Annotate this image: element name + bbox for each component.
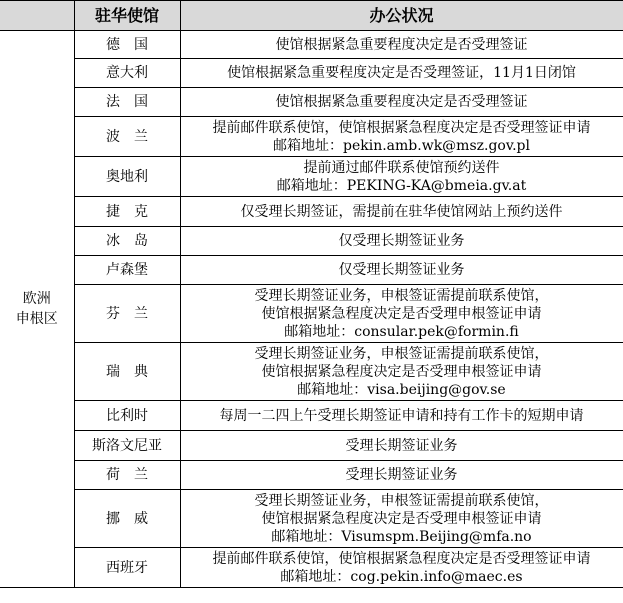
status-line: 使馆根据紧急程度决定是否受理申根签证申请 bbox=[261, 510, 542, 527]
status-line: 使馆根据紧急重要程度决定是否受理签证 bbox=[275, 36, 528, 53]
table-row bbox=[0, 401, 623, 431]
table-row bbox=[0, 285, 623, 343]
region-cell: 欧洲 申根区 bbox=[0, 31, 74, 588]
status-line: 使馆根据紧急重要程度决定是否受理签证 bbox=[275, 94, 528, 110]
embassy-name: 荷 兰 bbox=[74, 461, 180, 490]
status-line: 仅受理长期签证业务 bbox=[338, 262, 465, 278]
status-line: 提前邮件联系使馆，使馆根据紧急程度决定是否受理签证申请 bbox=[212, 119, 591, 136]
embassy-name: 卢森堡 bbox=[74, 256, 180, 285]
status-line: 邮箱地址：pekin.amb.wk@msz.gov.pl bbox=[273, 137, 530, 154]
status-line: 邮箱地址：visa.beijing@gov.se bbox=[297, 381, 506, 398]
table-row bbox=[0, 490, 623, 548]
status-cell bbox=[180, 88, 623, 117]
embassy-name: 冰 岛 bbox=[74, 227, 180, 256]
table-row bbox=[0, 59, 623, 88]
status-line: 仅受理长期签证，需提前在驻华使馆网站上预约送件 bbox=[240, 203, 563, 220]
status-line: 仅受理长期签证业务 bbox=[338, 233, 465, 249]
status-cell bbox=[180, 401, 623, 431]
table-row bbox=[0, 548, 623, 588]
status-line: 受理长期签证业务，申根签证需提前联系使馆， bbox=[254, 345, 549, 362]
table-row bbox=[0, 197, 623, 227]
status-cell bbox=[180, 431, 623, 461]
status-cell bbox=[180, 490, 623, 548]
status-cell bbox=[180, 285, 623, 343]
status-line: 提前邮件联系使馆，使馆根据紧急程度决定是否受理签证申请 bbox=[212, 550, 591, 567]
status-cell bbox=[180, 548, 623, 588]
embassy-name: 波 兰 bbox=[74, 117, 180, 157]
status-line: 使馆根据紧急程度决定是否受理申根签证申请 bbox=[261, 363, 542, 380]
status-line: 每周一二四上午受理长期签证申请和持有工作卡的短期申请 bbox=[219, 407, 584, 424]
embassy-name: 意大利 bbox=[74, 59, 180, 88]
table-row bbox=[0, 117, 623, 157]
table-body bbox=[0, 31, 623, 588]
embassy-name: 瑞 典 bbox=[74, 343, 180, 401]
table-row bbox=[0, 227, 623, 256]
status-cell bbox=[180, 197, 623, 227]
table-row bbox=[0, 461, 623, 490]
status-line: 邮箱地址：consular.pek@formin.fi bbox=[284, 323, 519, 340]
status-cell bbox=[180, 31, 623, 59]
status-line: 使馆根据紧急程度决定是否受理申根签证申请 bbox=[261, 305, 542, 322]
status-line: 邮箱地址：cog.pekin.info@maec.es bbox=[280, 568, 523, 585]
table-row bbox=[0, 31, 623, 59]
embassy-name: 西班牙 bbox=[74, 548, 180, 588]
table-row bbox=[0, 88, 623, 117]
status-line: 邮箱地址：PEKING-KA@bmeia.gv.at bbox=[276, 177, 527, 194]
status-cell bbox=[180, 117, 623, 157]
embassy-name: 芬 兰 bbox=[74, 285, 180, 343]
status-line: 受理长期签证业务 bbox=[345, 467, 458, 483]
embassy-name: 比利时 bbox=[74, 401, 180, 431]
table-header-row bbox=[0, 1, 623, 31]
status-line: 提前通过邮件联系使馆预约送件 bbox=[303, 159, 500, 176]
embassy-name: 奥地利 bbox=[74, 157, 180, 197]
header-status: 办公状况 bbox=[180, 1, 623, 31]
status-cell bbox=[180, 59, 623, 88]
status-line: 受理长期签证业务，申根签证需提前联系使馆， bbox=[254, 287, 549, 304]
header-embassy: 驻华使馆 bbox=[74, 1, 180, 31]
status-cell bbox=[180, 256, 623, 285]
table-row bbox=[0, 343, 623, 401]
status-cell bbox=[180, 157, 623, 197]
table-row bbox=[0, 157, 623, 197]
embassy-name: 捷 克 bbox=[74, 197, 180, 227]
table-row bbox=[0, 431, 623, 461]
status-line: 受理长期签证业务 bbox=[345, 437, 458, 454]
embassy-name: 法 国 bbox=[74, 88, 180, 117]
status-line: 受理长期签证业务，申根签证需提前联系使馆， bbox=[254, 492, 549, 509]
status-cell bbox=[180, 227, 623, 256]
status-cell bbox=[180, 343, 623, 401]
status-line: 邮箱地址：Visumspm.Beijing@mfa.no bbox=[271, 528, 532, 545]
embassy-name: 斯洛文尼亚 bbox=[74, 431, 180, 461]
header-region bbox=[0, 1, 74, 31]
embassy-name: 挪 威 bbox=[74, 490, 180, 548]
embassy-name: 德 国 bbox=[74, 31, 180, 59]
status-line: 使馆根据紧急重要程度决定是否受理签证，11月1日闭馆 bbox=[227, 65, 576, 81]
status-cell bbox=[180, 461, 623, 490]
table-row bbox=[0, 256, 623, 285]
